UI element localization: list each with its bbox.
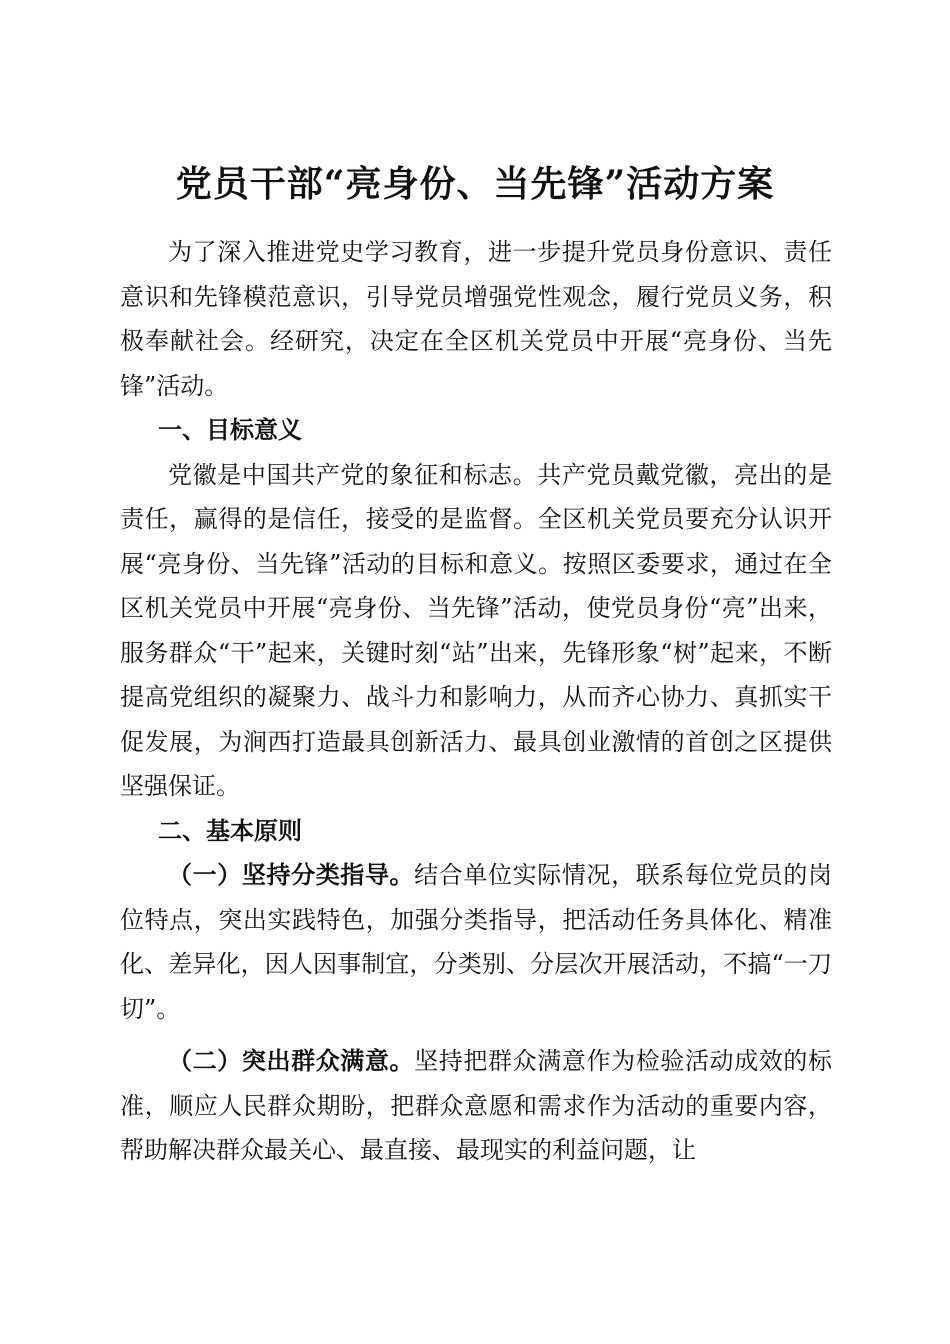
section-paragraph-goals: 党徽是中国共产党的象征和标志。共产党员戴党徽，亮出的是责任，赢得的是信任，接受的是监督。全区机关党员要充分认识开展“亮身份、当先锋”活动的目标和意义。按照区委要求，通过在全区机关党员中开展“亮身份、当先锋”活动，使党员身份“亮”出来，服务群众“干”起来，关键时刻“站”出来，先锋形象“树”起来，不断提高党组织的凝聚力、战斗力和影响力，从而齐心协力、真抓实干促发展，为涧西打造最具创新活力、最具创业激情的首创之区提供坚强保证。 [120, 460, 832, 800]
document-title: 党员干部“亮身份、当先锋”活动方案 [175, 163, 775, 206]
section-heading-principles: 二、基本原则 [158, 816, 302, 845]
principle-item-2-body: 坚持把群众满意作为检验活动成效的标准，顺应人民群众期盼，把群众意愿和需求作为活动的重要内容，帮助解决群众最关心、最直接、最现实的利益问题，让 [120, 1047, 833, 1164]
principle-item-2 [120, 1039, 832, 1173]
principle-item-1-lead: （一）坚持分类指导。 [168, 860, 415, 889]
document-body [120, 230, 832, 1173]
intro-paragraph: 为了深入推进党史学习教育，进一步提升党员身份意识、责任意识和先锋模范意识，引导党员增强党性观念，履行党员义务，积极奉献社会。经研究，决定在全区机关党员中开展“亮身份、当先锋”活动。 [120, 238, 832, 400]
principle-item-1 [120, 853, 832, 1031]
section-heading-goals: 一、目标意义 [158, 416, 302, 444]
principle-item-2-lead: （二）突出群众满意。 [168, 1046, 415, 1075]
principle-item-1-body: 结合单位实际情况，联系每位党员的岗位特点，突出实践特色，加强分类指导，把活动任务具体化、精准化、差异化，因人因事制宜，分类别、分层次开展活动，不搞“一刀切”。 [120, 861, 833, 1023]
